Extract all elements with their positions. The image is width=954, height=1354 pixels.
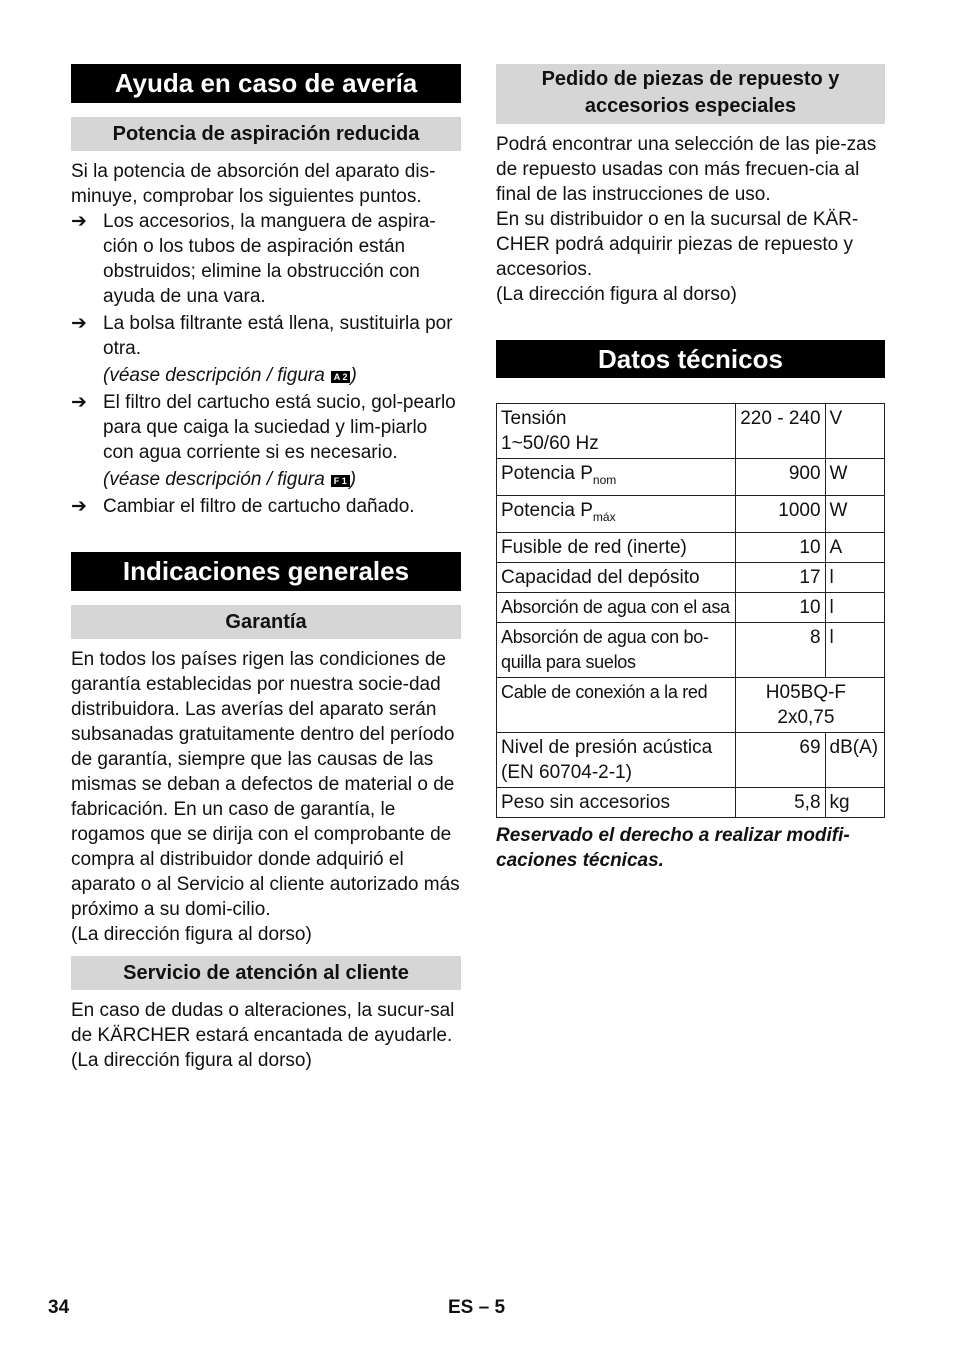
heading-indicaciones: Indicaciones generales <box>71 552 461 591</box>
subheading-pedido: Pedido de piezas de repuesto y accesorios especiales <box>496 64 885 124</box>
table-row <box>497 677 885 732</box>
figure-note-text: (véase descripción / figura <box>103 365 325 386</box>
table-cell-value: 220 - 240 <box>735 404 825 459</box>
table-row <box>497 495 885 532</box>
table-cell-unit: l <box>825 592 884 622</box>
figure-note-text: (véase descripción / figura <box>103 469 325 490</box>
list-item <box>71 494 461 519</box>
table-row <box>497 562 885 592</box>
figure-a2-icon: A 2 <box>331 371 351 383</box>
pedido-paragraph-1: Podrá encontrar una selección de las pie-zas de repuesto usadas con más frecuen-cia al final de las instrucciones de uso. <box>496 134 877 205</box>
table-cell-value: 10 <box>735 592 825 622</box>
list-item-text: La bolsa filtrante está llena, sustituirla por otra. <box>103 313 453 359</box>
table-cell-value: 17 <box>735 562 825 592</box>
table-row <box>497 787 885 817</box>
reservado-note: Reservado el derecho a realizar modifi-caciones técnicas. <box>496 824 850 871</box>
arrow-icon: ➔ <box>71 313 87 334</box>
subheading-potencia: Potencia de aspiración reducida <box>71 117 461 151</box>
table-row <box>497 532 885 562</box>
figure-note-close: ) <box>349 469 357 490</box>
table-cell-name: Absorción de agua con el asa <box>497 592 736 622</box>
table-cell-unit: V <box>825 404 884 459</box>
list-item-text: El filtro del cartucho está sucio, gol-pearlo para que caiga la suciedad y lim-piarlo con agua corriente si es necesario. <box>103 392 456 463</box>
arrow-icon: ➔ <box>71 392 87 413</box>
arrow-icon: ➔ <box>71 211 87 232</box>
table-row <box>497 459 885 496</box>
table-cell-value: 1000 <box>735 495 825 532</box>
table-cell-name: Peso sin accesorios <box>497 787 736 817</box>
table-cell-name: Potencia $P_{máx}$ <box>497 495 736 532</box>
servicio-paragraph: En caso de dudas o alteraciones, la sucur-sal de KÄRCHER estará encantada de ayudarle. <box>71 1000 455 1046</box>
page-number: 34 <box>48 1297 70 1318</box>
arrow-icon: ➔ <box>71 496 87 517</box>
list-item-text: Cambiar el filtro de cartucho dañado. <box>103 496 415 517</box>
figure-note <box>71 363 461 388</box>
figure-note <box>71 467 461 492</box>
table-row <box>497 404 885 459</box>
table-cell-unit: l <box>825 562 884 592</box>
table-cell-value: H05BQ-F 2x0,75 <box>735 677 884 732</box>
table-cell-name: Absorción de agua con bo-quilla para suelos <box>497 622 736 677</box>
table-row <box>497 622 885 677</box>
heading-datos-tecnicos: Datos técnicos <box>496 340 885 378</box>
table-cell-name: Potencia $P_{nom}$ <box>497 459 736 496</box>
figure-f1-icon: F 1 <box>331 475 350 487</box>
table-cell-name: Nivel de presión acústica (EN 60704-2-1) <box>497 732 736 787</box>
table-cell-value: 69 <box>735 732 825 787</box>
list-item <box>71 390 461 465</box>
heading-ayuda: Ayuda en caso de avería <box>71 64 461 103</box>
table-row <box>497 732 885 787</box>
subheading-servicio: Servicio de atención al cliente <box>71 956 461 990</box>
table-cell-value: 10 <box>735 532 825 562</box>
pedido-paragraph-2: En su distribuidor o en la sucursal de KÄR-CHER podrá adquirir piezas de repuesto y accesorios. <box>496 209 859 280</box>
list-item-text: Los accesorios, la manguera de aspira-ción o los tubos de aspiración están obstruidos; elimine la obstrucción con ayuda de una vara. <box>103 211 436 307</box>
table-cell-value: 900 <box>735 459 825 496</box>
address-note: (La dirección figura al dorso) <box>496 284 737 305</box>
list-item <box>71 209 461 309</box>
right-column <box>496 64 885 873</box>
table-cell-name: Capacidad del depósito <box>497 562 736 592</box>
table-cell-unit: W <box>825 495 884 532</box>
table-cell-name: Fusible de red (inerte) <box>497 532 736 562</box>
address-note: (La dirección figura al dorso) <box>71 1050 312 1071</box>
table-cell-unit: A <box>825 532 884 562</box>
table-cell-value: 8 <box>735 622 825 677</box>
address-note: (La dirección figura al dorso) <box>71 924 312 945</box>
intro-paragraph: Si la potencia de absorción del aparato dis-minuye, comprobar los siguientes puntos. <box>71 161 436 207</box>
subheading-garantia: Garantía <box>71 605 461 639</box>
table-cell-unit: dB(A) <box>825 732 884 787</box>
table-cell-name: Cable de conexión a la red <box>497 677 736 732</box>
left-column <box>71 64 461 1073</box>
tech-data-table <box>496 403 885 818</box>
garantia-paragraph: En todos los países rigen las condiciones de garantía establecidas por nuestra socie-dad distribuidora. Las averías del aparato serán subsanadas gratuitamente dentro del período de garantía, siempre que las causas de las mismas se deban a defectos de material o de fabricación. En un caso de garantía, le rogamos que se dirija con el comprobante de compra al distribuidor donde adquirió el aparato o al Servicio al cliente autorizado más próximo a su domi-cilio. <box>71 649 460 920</box>
footer-dash: – <box>478 1297 490 1318</box>
table-cell-value: 5,8 <box>735 787 825 817</box>
table-cell-unit: W <box>825 459 884 496</box>
table-cell-unit: kg <box>825 787 884 817</box>
footer-sub-page: 5 <box>494 1297 506 1318</box>
table-cell-unit: l <box>825 622 884 677</box>
figure-note-close: ) <box>350 365 357 386</box>
table-row <box>497 592 885 622</box>
footer-section-label <box>448 1297 505 1319</box>
list-item <box>71 311 461 361</box>
table-cell-name: Tensión 1~50/60 Hz <box>497 404 736 459</box>
footer-section: ES <box>448 1297 474 1318</box>
